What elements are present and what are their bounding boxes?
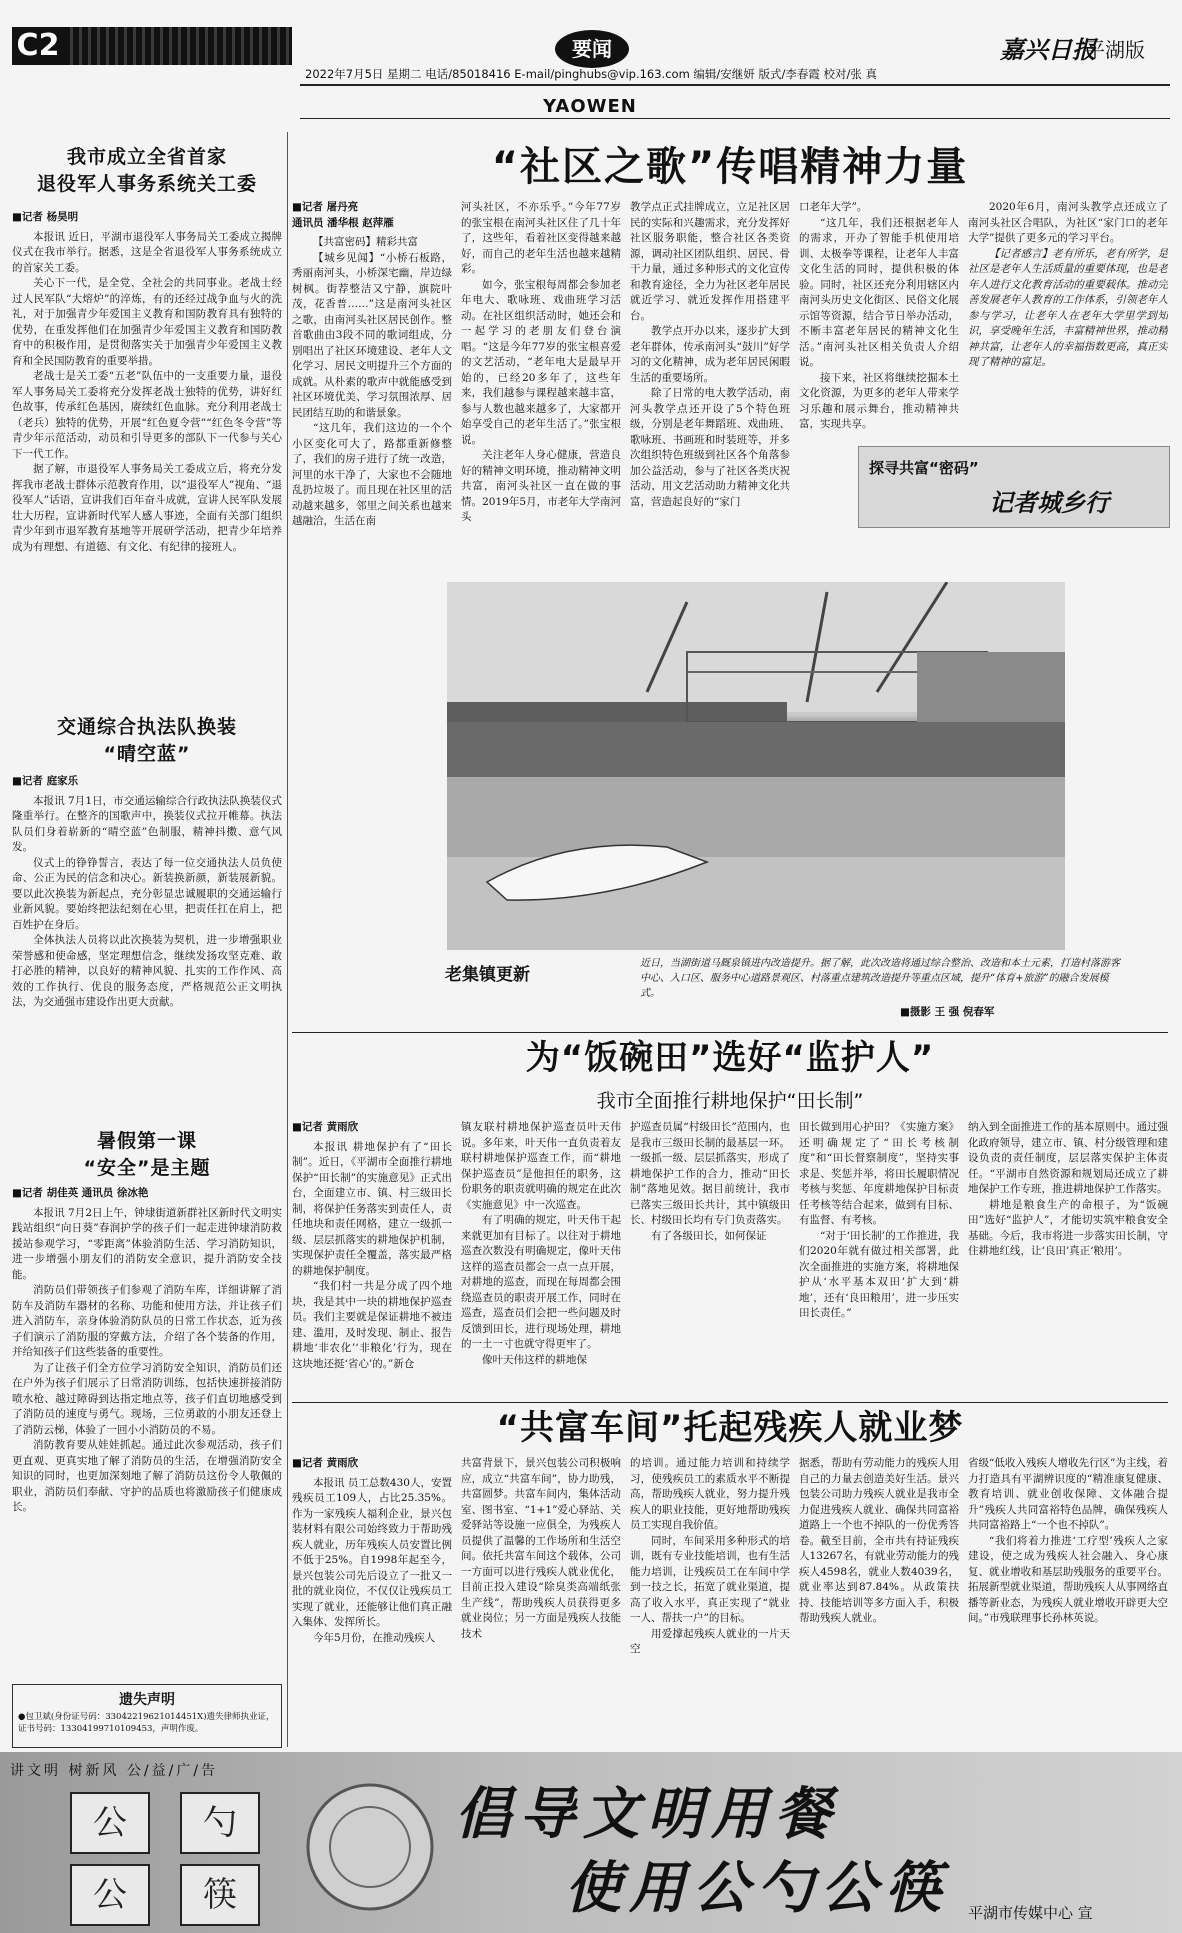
summer-para-4: 消防教育要从娃娃抓起。通过此次参观活动，孩子们更直观、更真实地了解了消防员的生活，在增强消防安全知识的同时，也更加深刻地了解了消防员这份令人敬佩的职业，消防员们奉献、守护的品质也将激励孩子们健康成长。 [12,1439,282,1513]
farmland-col-3 [630,1120,790,1402]
summer-para-1: 本报讯 7月2日上午，钟埭街道新群社区新时代文明实践站组织“向日葵”春润护学的孩子们一起走进钟埭消防救援站参观学习，“零距离”体验消防生活、学习消防知识，进一步增强小朋友们的消防安全意识，提升消防安全技能。 [12,1206,282,1281]
choir-byline: ■记者 屠丹亮 通讯员 潘华根 赵萍雁 [292,201,394,229]
ad-slogan-line2: 使用公勺公筷 [565,1855,949,1921]
traffic-para-3: 全体执法人员将以此次换装为契机，进一步增强职业荣誉感和使命感，坚定理想信念，继续发扬攻坚克难、敢打必胜的精神，以良好的精神风貌、扎实的工作作风、高效的工作执行、优良的服务态度，严格规范公正文明执法，为交通强市建设作出更大贡献。 [12,934,282,1008]
choir-c1-p2: “这几年，我们这边的一个个小区变化可大了，路都重新修整了，我们的房子进行了统一改造，河里的水干净了，大家也不会随地乱扔垃圾了。而且现在社区里的活动越来越多，邻里之间关系也越来越融洽，生活在南 [292,422,452,527]
traffic-para-2: 仪式上的铮铮誓言，表达了每一位交通执法人员负使命、公正为民的信念和决心。新装换新颜，新装展新貌。要以此次换装为新起点，充分彰显忠诚履职的交通运输行业新风貌。要始终把法纪刻在心里，把责任扛在肩上，把百姓护在身后。 [12,856,282,931]
farm-c2-p1: 镇友联村耕地保护巡查员叶天伟说。多年来，叶天伟一直负责着友联村耕地保护巡查工作，而“耕地保护巡查员”是他担任的职务，这份职务的职责就明确的规定在此次《实施意见》中一次巡查。 [461,1121,621,1211]
veterans-para-4: 据了解，市退役军人事务局关工委成立后，将充分发挥我市老战士群体示范教育作用，以“退役军人”视角、“退役军人”话语，宣讲我们百年奋斗成就，宣讲人民军队发展壮大历程，宣讲新时代军人感人事迹，全面有关部门组织青少年到市退军教育基地等开展研学活动，把青少年培养成为有理想、有道德、有文化、有纪律的接班人。 [12,463,282,553]
column-divider [287,132,288,1747]
work-c3-p1: 的培训。通过能力培训和持续学习，使残疾员工的素质水平不断提高，帮助残疾人就业，努力提升残疾人的职业技能，更好地帮助残疾员工实现自我价值。 [630,1457,790,1531]
veterans-article [12,210,282,706]
summer-headline [12,1128,282,1182]
workshop-col-4 [799,1456,959,1746]
summer-title-line2: “安全”是主题 [83,1157,211,1179]
ad-char-4: 筷 [180,1864,260,1926]
section-pinyin: YAOWEN [543,96,637,117]
farmland-col-4 [799,1120,959,1402]
work-c4-p1: 据悉，帮助有劳动能力的残疾人用自己的力量去创造美好生活。景兴包装公司助力残疾人就业是我市全力促进残疾人就业、确保共同富裕道路上一个也不掉队的一份优秀答卷。截至目前，全市共有持证残疾人13267名，有就业劳动能力的残疾人4598名，就业人数4039名，就业率达到87.84%。从政策扶持、技能培训等多方面入手，积极帮助残疾人就业。 [799,1457,959,1624]
choir-c2-p1: 河头社区，不亦乐乎。”今年77岁的张宝根在南河头社区住了几十年了，这些年，看着社区变得越来越好，而自己的老年生活也越来越精彩。 [461,201,621,275]
summer-article [12,1186,282,1678]
traffic-headline [12,714,282,768]
farm-c3-p1: 护巡查员属“村级田长”范围内，也是我市三级田长制的最基层一环。一级抓一级、层层抓落实，形成了耕地保护工作的合力，推动“田长制”落地见效。据目前统计，我市已落实三级田长共计，其中镇级田长、村级田长均有专门负责落实。 [630,1121,790,1226]
veterans-byline: ■记者 杨昊明 [12,211,79,223]
work-c1-p2: 今年5月份，在推动残疾人 [313,1631,436,1644]
page-code: C2 [12,27,64,65]
farm-c1-p2: “我们村一共是分成了四个地块，我是其中一块的耕地保护巡查员。我们主要就是保证耕地不被违建、滥用，及时发现、制止、报告耕地‘非农化’‘非粮化’行为，现在这块地还挺‘省心’的。”新仓 [292,1280,452,1370]
workshop-byline: ■记者 黄雨欣 [292,1457,359,1469]
ad-sponsor: 平湖市传媒中心 宣 [968,1904,1093,1922]
workshop-col-5 [968,1456,1168,1746]
photo-credit: ■摄影 王 强 倪春军 [900,1006,995,1018]
farmland-byline: ■记者 黄雨欣 [292,1121,359,1133]
choir-col-4 [799,200,959,440]
section-badge: 要闻 [555,30,629,68]
workshop-col-1 [292,1456,452,1746]
choir-c3-p1: 教学点正式挂牌成立，立足社区居民的实际和兴趣需求，充分发挥好社区服务职能，整合社区各类资源，调动社区团队组织、居民、骨干力量，通过多种形式的文化宣传和教育途径，全力为社区老年居民就近学习、就近发挥作用搭建平台。 [630,201,790,322]
workshop-col-2 [461,1456,621,1746]
masthead-bar [64,27,292,65]
public-service-ad [0,1752,1182,1933]
choir-c3-p2: 教学点开办以来，逐步扩大到老年群体，传承南河头“鼓川”好学习的文化精神，成为老年居民闲暇生活的重要场所。 [630,325,790,384]
choir-col-3 [630,200,790,576]
veterans-headline [12,144,282,198]
choir-c1-p1: 【城乡见闻】“小桥石板路，秀丽南河头，小桥深宅幽，岸边绿树枫。街荐整洁又宁静，旗院叶茂，花香普……”这是南河头社区之歌，由南河头社区居民创作。整首歌曲由3段不同的歌词组成，分别唱出了社区环境建设、老年人文化学习、居民文明提升三个方面的成就。从朴素的歌声中就能感受到社区环境优美、学习氛围浓厚、居民团结互助的和谐景象。 [292,251,452,419]
photo-caption: 近日，当湖街道马厩泉镇进内改造提升。据了解，此次改造将通过综合整治、改造和本土元素，打造村落游客中心、入口区、服务中心道路景观区、村落重点建筑改造提升等重点区域，提升“体育+旅游”的融合发展模式。 [640,958,1120,999]
traffic-byline: ■记者 庭家乐 [12,775,79,787]
veterans-title-line2: 退役军人事务系统关工委 [36,173,257,195]
choir-c3-p3: 除了日常的电大教学活动，南河头教学点还开设了5个特色班级，分别是老年舞蹈班、戏曲班、歌咏班、书画班和时装班等，并多次组织特色班级到社区各个角落参加公益活动，参与了社区各类庆祝活动，用文艺活动助力精神文化共富，营造起良好的“家门 [630,387,790,508]
summer-para-2: 消防员们带领孩子们参观了消防车库，详细讲解了消防车及消防车器材的名称、功能和使用方法，并让孩子们进入消防车，亲身体验消防队员的日常工作状态，近为孩子们演示了消防服的穿戴方法，介绍了各个装备的作用，并给知孩子们这些装备的重要性。 [12,1284,282,1358]
choir-tag: 【共富密码】精彩共富 [313,236,418,248]
promo-line1: 探寻共富“密码” [869,459,979,477]
traffic-title-line2: “晴空蓝” [103,743,191,765]
farmland-subtitle: 我市全面推行耕地保护“田长制” [596,1090,864,1112]
farm-c2-p3: 像叶天伟这样的耕地保 [482,1353,587,1366]
photo-title: 老集镇更新 [445,965,530,985]
ad-char-1: 公 [70,1792,150,1854]
town-renewal-photo [447,582,1065,962]
choir-col-2 [461,200,621,576]
section-divider [292,1032,1168,1033]
masthead-rule [300,84,1170,86]
work-c3-p2: 同时，车间采用多种形式的培训，既有专业技能培训，也有生活能力培训，让残疾员工在车间中学到一技之长，拓宽了就业渠道，提高了收入水平，真正实现了“就业一人、帮扶一户”的目标。 [630,1534,790,1624]
farmland-col-2 [461,1120,621,1402]
edition-label: 平湖版 [1085,38,1145,62]
traffic-title-line1: 交通综合执法队换装 [56,716,237,738]
farm-c1-p1: 本报讯 耕地保护有了“田长制”。近日，《平湖市全面推行耕地保护“田长制”的实施意见》正式出台，全面建立市、镇、村三级田长制，将保护任务落实到责任人，责任地块和责任网格，建立一级抓一级、层层抓落实的耕地保护机制，实现保护责任全覆盖，落实最严格的耕地保护制度。 [292,1140,452,1277]
farm-c5-p1: 纳入到全面推进工作的基本原则中。通过强化政府领导，建立市、镇、村分级管理和建设负责的责任制度，层层落实保护主体责任。“平湖市自然资源和规划局还成立了耕地保护工作专班，推进耕地保护工作落实。 [968,1121,1168,1195]
choir-headline: “社区之歌”传唱精神力量 [491,144,969,190]
column-promo [858,446,1170,528]
workshop-headline: “共富车间”托起残疾人就业梦 [496,1408,964,1448]
farm-c4-p1: 田长做到用心护田？《实施方案》还明确规定了“田长考核制度”和“田长督察制度”，坚持实事求是、奖惩并举，将田长履职情况考核与奖惩、年度耕地保护目标责任考核等结合起来，做到有目标、有监督、有考核。 [799,1121,959,1226]
work-c5-p2: “我们将着力推进‘工疗型’残疾人之家建设，使之成为残疾人社会融入、身心康复、就业增收和基层助残服务的重要平台。拓展新型就业渠道，帮助残疾人从事网络直播等新业态，为残疾人就业增收开辟更大空间。”市残联理事长孙林英说。 [968,1534,1168,1624]
lost-notice [12,1684,282,1748]
veterans-para-3: 老战士是关工委“五老”队伍中的一支重要力量，退役军人事务局关工委将充分发挥老战士独特的优势，讲好红色故事，传承红色基因，赓续红色血脉。充分利用老战士（老兵）独特的优势，开展“红色夏令营”“红色冬令营”等青少年示范活动，动员和引导更多的部队下一代参与关心下一代工作。 [12,370,282,460]
lost-notice-text: ●包卫斌(身份证号码：33042219621014451X)遗失律师执业证，证书号码：13304199710109453，声明作废。 [18,1712,275,1734]
choir-col-5 [968,200,1168,440]
work-c1-p1: 本报讯 员工总数430人，安置残疾员工109人，占比25.35%。作为一家残疾人福利企业，景兴包装材料有限公司始终致力于帮助残疾人就业，历年残疾人员安置比例不低于25%。自1998年起至今，景兴包装公司先后设立了一批又一批的就业岗位，不仅仅让残疾员工实现了就业，还能够让他们真正融入集体、发挥所长。 [292,1476,452,1628]
veterans-para-1: 本报讯 近日，平湖市退役军人事务局关工委成立揭牌仪式在我市举行。据悉，这是全省退役军人事务系统成立的首家关工委。 [12,230,282,274]
traffic-article [12,774,282,1118]
farm-c5-p2: 耕地是粮食生产的命根子，为“饭碗田”选好“监护人”，才能切实筑牢粮食安全基础。今后，我市将进一步落实田长制，守住耕地红线，让‘良田’真正‘粮用’。 [968,1198,1168,1257]
veterans-para-2: 关心下一代，是全党、全社会的共同事业。老战士经过人民军队“大熔炉”的淬炼，有的还经过战争血与火的洗礼，对于加强青少年爱国主义教育和国防教育具有独特的优势，在重发挥他们在加强青少年爱国主义教育和国防教育中的积极作用，是贯彻落实关于加强青少年爱国主义教育和全民国防教育的重要举措。 [12,277,282,367]
section-rule [300,118,1170,119]
traffic-para-1: 本报讯 7月1日，市交通运输综合行政执法队换装仪式隆重举行。在整齐的国歌声中，换装仪式拉开帷幕。执法队员们身着崭新的“晴空蓝”色制服，精神抖擞、意气风发。 [12,794,282,853]
farm-c3-p2: 有了各级田长，如何保证 [651,1229,767,1242]
ad-char-3: 公 [70,1864,150,1926]
choir-col-1 [292,200,452,576]
choir-c2-p2: 如今，张宝根每周都会参加老年电大、歌咏班、戏曲班学习活动。在社区组织活动时，她还会和一起学习的老朋友们登台演唱。“这是今年77岁的张宝根喜爱的文艺活动，“老年电大是最早开始的，已经20多年了，这些年来，我们越参与课程越来越丰富，参与人数也越来越多了，大家都开始享受自己的老年生活了。”张宝根说。 [461,278,621,446]
ad-tag: 讲文明 树新风 公/益/广/告 [10,1763,219,1779]
choir-c4-p1: 口老年大学”。 [799,201,868,213]
veterans-title-line1: 我市成立全省首家 [66,146,227,168]
summer-title-line1: 暑假第一课 [96,1130,197,1152]
plate-icon [300,1772,440,1922]
choir-c4-p3: 接下来，社区将继续挖掘本土文化资源，为更多的老年人带来学习乐趣和展示舞台，推动精神共富，实现共享。 [799,371,959,430]
choir-c5-p1: 2020年6月，南河头教学点还成立了南河头社区合唱队，为社区“家门口的老年大学”提供了更多元的学习平台。 [968,201,1168,244]
farm-c4-p2: “对于‘田长制’的工作推进，我们2020年就有做过相关部署，此次全面推进的实施方案，将耕地保护从‘水平基本双田’扩大到‘耕地’，还有‘良田粮用’，进一步压实田长责任。” [799,1229,959,1319]
paper-logo: 嘉兴日报 [1000,35,1096,64]
work-c5-p1: 省级“低收入残疾人增收先行区”为主线，着力打造具有平湖辨识度的“精准康复健康、教育培训、就业创收保障、文体融合提升”残疾人共同富裕特色品牌，确保残疾人共同富裕路上“一个也不掉队”。 [968,1457,1168,1531]
choir-reporter-note: 【记者感言】老有所乐，老有所学，是社区是老年人生活质量的重要体现，也是老年人进行文化教育活动的重要载体。推动完善发展老年人教育的工作体系，引领老年人参与学习，让老年人在老年大学里学到知识，享受晚年生活，丰富精神世界，推动精神共富，让老年人的幸福指数更高，真正实现了精神的富足。 [968,247,1168,368]
farmland-headline: 为“饭碗田”选好“监护人” [525,1038,935,1078]
section-divider [292,1402,1168,1403]
summer-para-3: 为了让孩子们全方位学习消防安全知识，消防员们还在户外为孩子们展示了日常消防训练，包括快速拼接消防喷水枪、越过障碍到达指定地点等，孩子们直切地感受到了消防员的速度与勇气。现场，三位勇敢的小朋友还登上了消防云梯，体验了一回小小消防员的不易。 [12,1361,282,1436]
choir-c4-p2: “这几年，我们还根据老年人的需求，开办了智能手机使用培训、太极拳等课程，让老年人丰富文化生活的同时，提供积极的体验。同时，社区还充分利用辖区内南河头历史文化街区、民俗文化展示馆等资源，结合节日举办活动，不断丰富老年居民的精神文化生活。”南河头社区相关负责人介绍说。 [799,216,959,368]
farm-c2-p2: 有了明确的规定，叶天伟干起来就更加有目标了。以往对于耕地巡查次数没有明确规定，像叶天伟这样的巡查员都会一点一点开展，对耕地的巡查，而现在每周都会围绕巡查员的职责开展工作，同时在巡查，巡查员们会把一些问题及时反馈到田长，进行现场处理，耕地的一土一寸也就守得更牢了。 [461,1214,621,1350]
farmland-col-1 [292,1120,452,1402]
promo-line2: 记者城乡行 [989,488,1109,517]
lost-notice-title: 遗失声明 [119,1692,175,1708]
ad-slogan-line1: 倡导文明用餐 [455,1781,839,1847]
choir-c2-p3: 关注老年人身心健康，营造良好的精神文明环境，推动精神文明共富，南河头社区一直在做的事情。2019年5月，市老年大学南河头 [461,449,621,523]
masthead-info: 2022年7月5日 星期二 电话/85018416 E-mail/pinghubs@vip.163.com 编辑/安继妍 版式/李春霞 校对/张 真 [305,67,878,81]
work-c3-p3: 用爱撑起残疾人就业的一片天空 [630,1627,790,1655]
workshop-col-3 [630,1456,790,1746]
summer-byline: ■记者 胡佳英 通讯员 徐冰艳 [12,1187,149,1199]
work-c2-p1: 共富背景下，景兴包装公司积极响应，成立“共富车间”，协力助残，共富圆梦。共富车间内，集体活动室、图书室、“1+1”爱心驿站、关爱驿站等设施一应俱全，为残疾人员提供了温馨的工作场所和生活空间。依托共富车间这个载体，公司一方面可以进行残疾人就业优化，目前正投入建设“除臭类高端纸张生产线”，帮助残疾人员获得更多就业岗位；另一方面是残疾人技能技术 [461,1457,621,1640]
ad-char-2: 勺 [180,1792,260,1854]
farmland-col-5 [968,1120,1168,1402]
